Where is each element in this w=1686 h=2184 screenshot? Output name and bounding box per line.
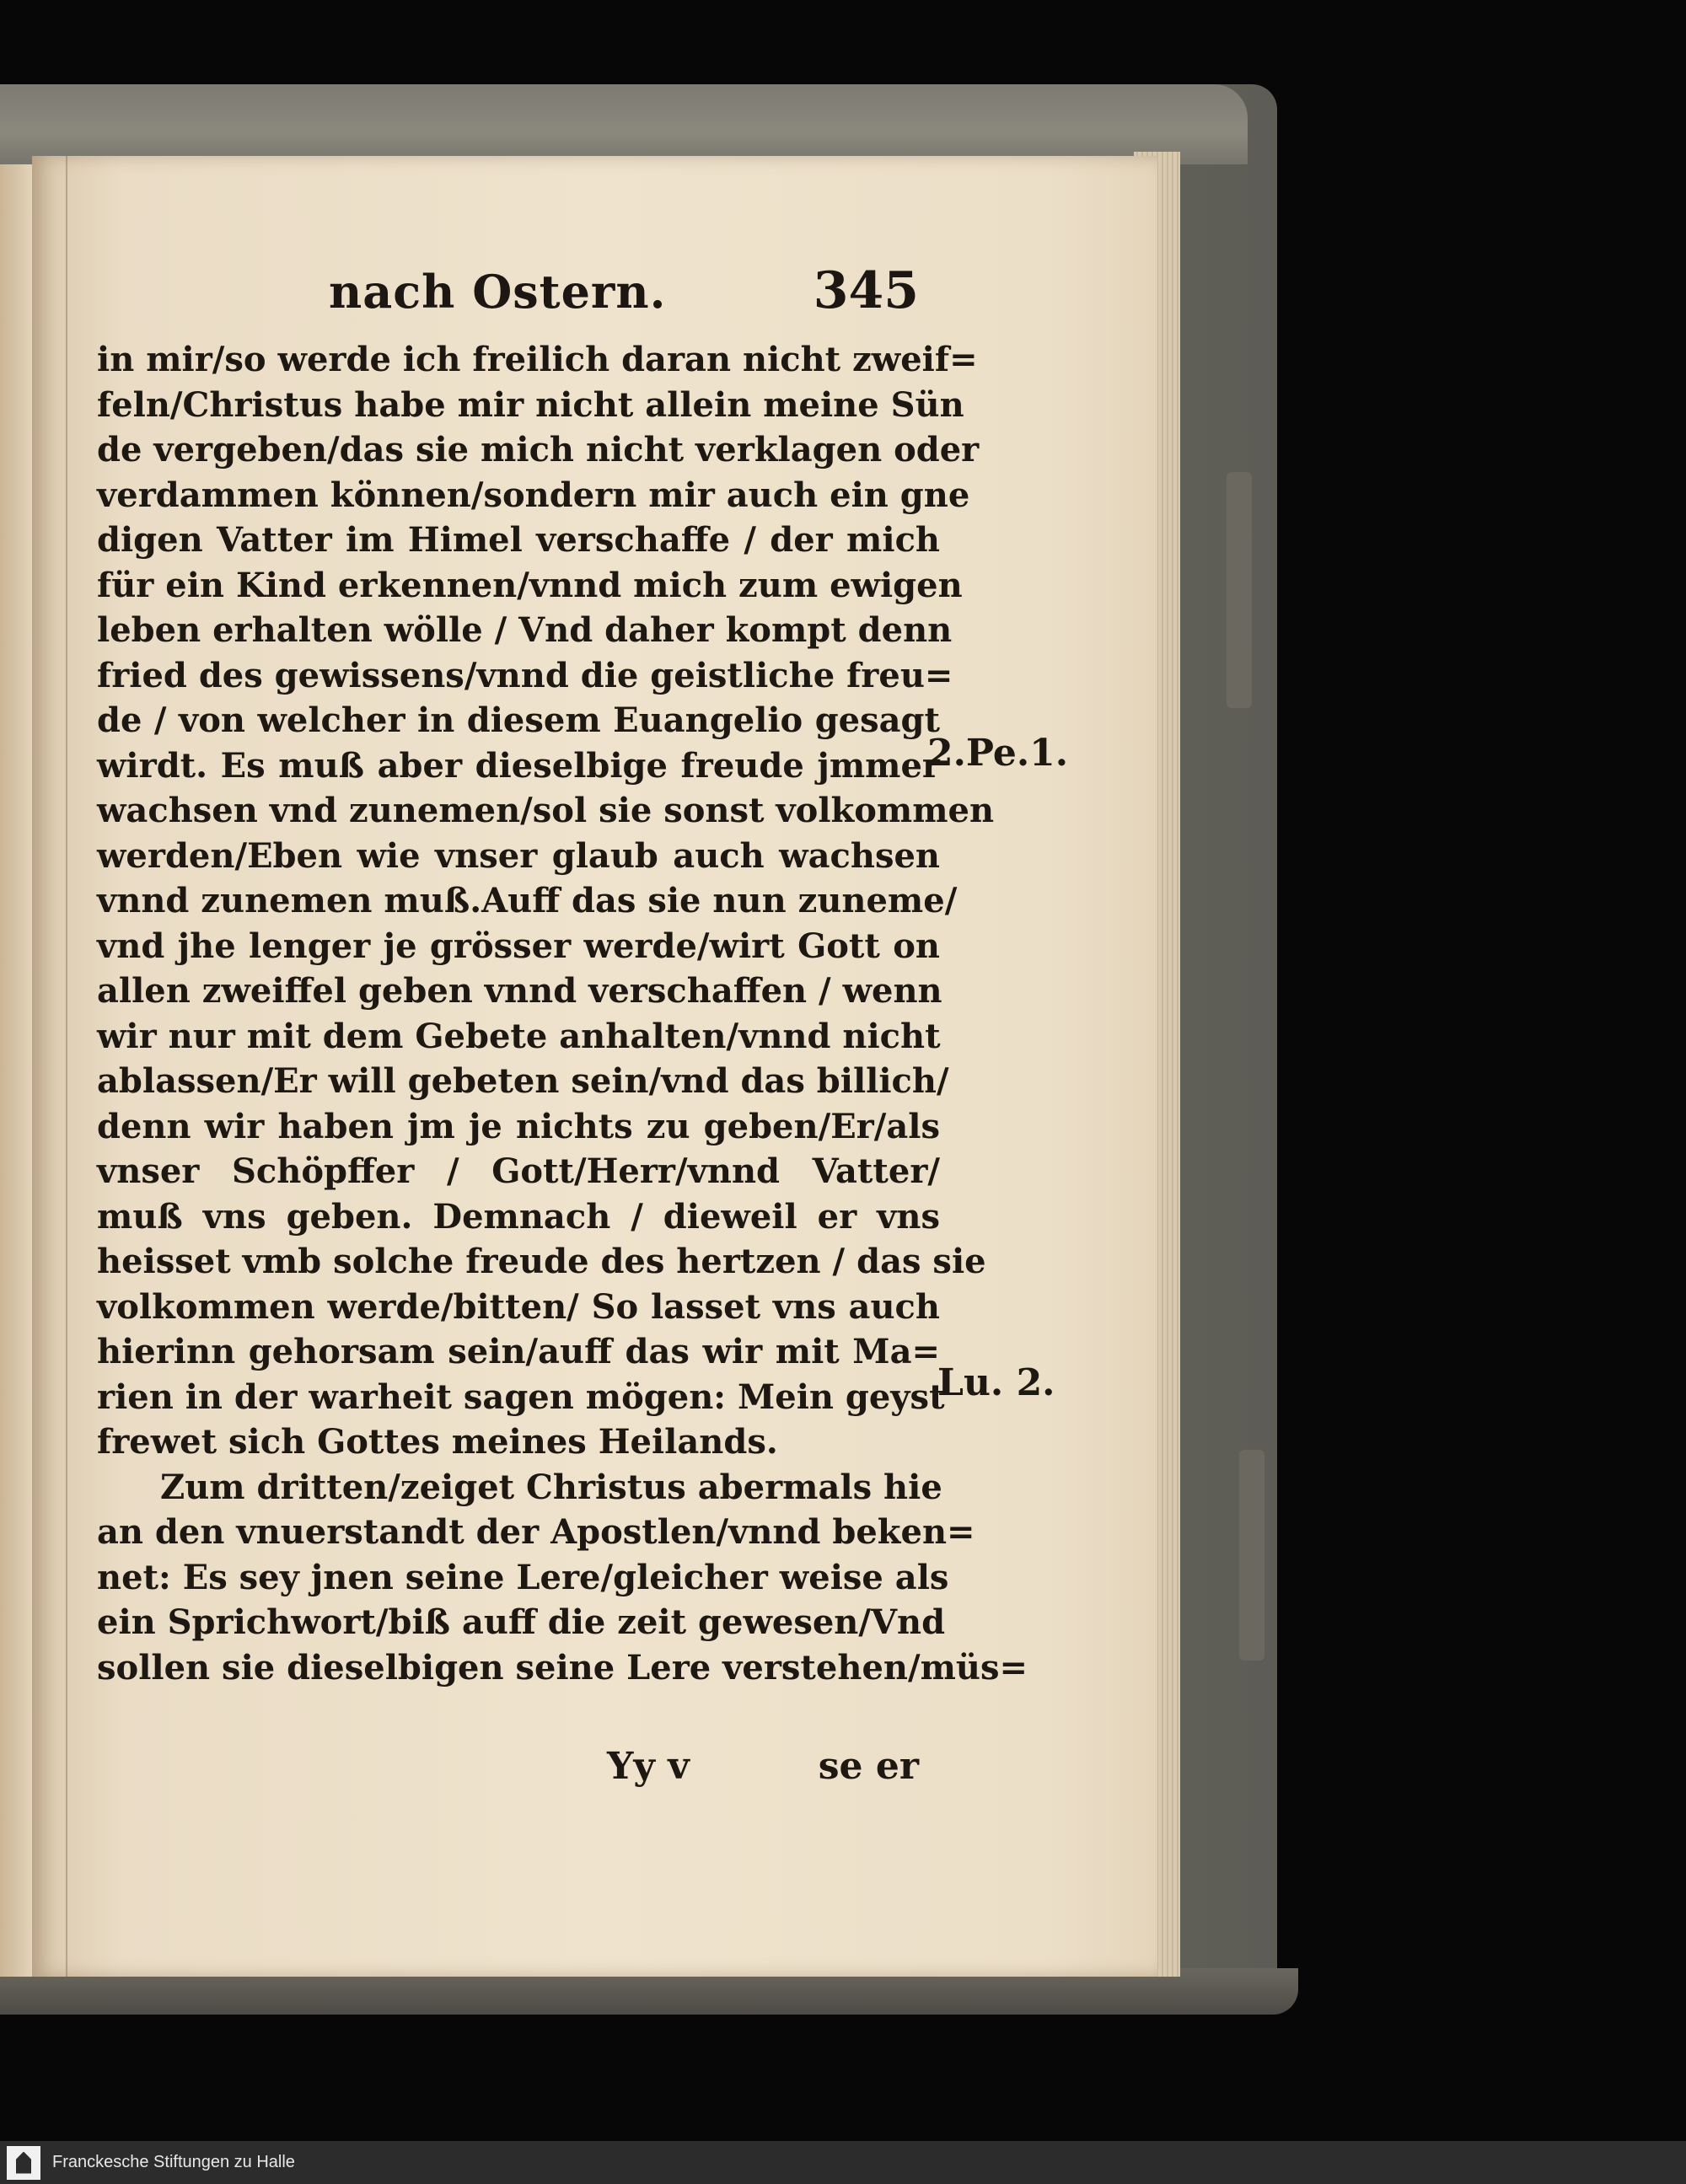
- text-line: muß vns geben. Demnach / dieweil er vns: [97, 1196, 940, 1237]
- text-line: allen zweiffel geben vnnd verschaffen / wenn: [97, 971, 942, 1011]
- text-line: wirdt. Es muß aber dieselbige freude jmmer: [97, 745, 940, 786]
- running-head: nach Ostern.: [329, 265, 667, 319]
- margin-note: Lu. 2.: [937, 1361, 1055, 1404]
- binding-tab: [1227, 472, 1252, 708]
- text-line: ein Sprichwort/biß auff die zeit gewesen/Vnd: [97, 1602, 946, 1642]
- footer-institution: Franckesche Stiftungen zu Halle: [52, 2153, 295, 2171]
- signature-line: [607, 1745, 919, 1788]
- margin-note: 2.Pe.1.: [927, 732, 1069, 775]
- text-line: hierinn gehorsam sein/auff das wir mit Ma=: [97, 1332, 940, 1371]
- book-cover-top-edge: [0, 84, 1248, 164]
- text-line: an den vnuerstandt der Apostlen/vnnd beken=: [97, 1512, 975, 1552]
- text-line: für ein Kind erkennen/vnnd mich zum ewigen: [97, 565, 963, 605]
- page-header: [329, 261, 919, 337]
- text-line: wachsen vnd zunemen/sol sie sonst volkommen: [97, 791, 995, 830]
- page-fold: [66, 156, 67, 1977]
- text-line: rien in der warheit sagen mögen: Mein geyst: [97, 1376, 945, 1417]
- text-line: vnd jhe lenger je grösser werde/wirt Gott on: [97, 926, 940, 966]
- text-line: heisset vmb solche freude des hertzen / das sie: [97, 1242, 986, 1281]
- text-line: de / von welcher in diesem Euangelio gesagt: [97, 700, 940, 740]
- text-line: sollen sie dieselbigen seine Lere verstehen/müs=: [97, 1647, 1028, 1688]
- text-line: verdammen können/sondern mir auch ein gne: [97, 475, 970, 515]
- catchword: se er: [818, 1745, 919, 1788]
- text-line: wir nur mit dem Gebete anhalten/vnnd nicht: [97, 1016, 941, 1056]
- text-line: de vergeben/das sie mich nicht verklagen oder: [97, 430, 980, 470]
- text-line: net: Es sey jnen seine Lere/gleicher weise als: [97, 1557, 949, 1597]
- text-line: volkommen werde/bitten/ So lasset vns auch: [97, 1286, 940, 1327]
- signature-mark: Yy v: [607, 1745, 690, 1788]
- left-page-edge: [0, 164, 32, 1977]
- text-line: in mir/so werde ich freilich daran nicht zweif=: [97, 340, 978, 379]
- binding-tab: [1239, 1450, 1264, 1661]
- text-line: Zum dritten/zeiget Christus abermals hie: [160, 1467, 942, 1507]
- text-line: frewet sich Gottes meines Heilands.: [97, 1422, 778, 1462]
- text-line: denn wir haben jm je nichts zu geben/Er/als: [97, 1106, 940, 1146]
- text-line: vnser Schöpffer / Gott/Herr/vnnd Vatter/: [97, 1151, 940, 1191]
- text-line: werden/Eben wie vnser glaub auch wachsen: [97, 835, 940, 876]
- text-line: vnnd zunemen muß.Auff das sie nun zuneme/: [97, 881, 958, 920]
- footer-bar: [0, 2141, 1686, 2184]
- text-line: feln/Christus habe mir nicht allein meine Sün: [97, 384, 964, 425]
- text-line: fried des gewissens/vnnd die geistliche freu=: [97, 655, 953, 695]
- text-line: leben erhalten wölle / Vnd daher kompt denn: [97, 610, 953, 650]
- text-line: digen Vatter im Himel verschaffe / der mich: [97, 520, 940, 560]
- institution-logo-icon: [7, 2146, 40, 2180]
- page-number: 345: [813, 261, 919, 320]
- text-line: ablassen/Er will gebeten sein/vnd das billich/: [97, 1061, 949, 1101]
